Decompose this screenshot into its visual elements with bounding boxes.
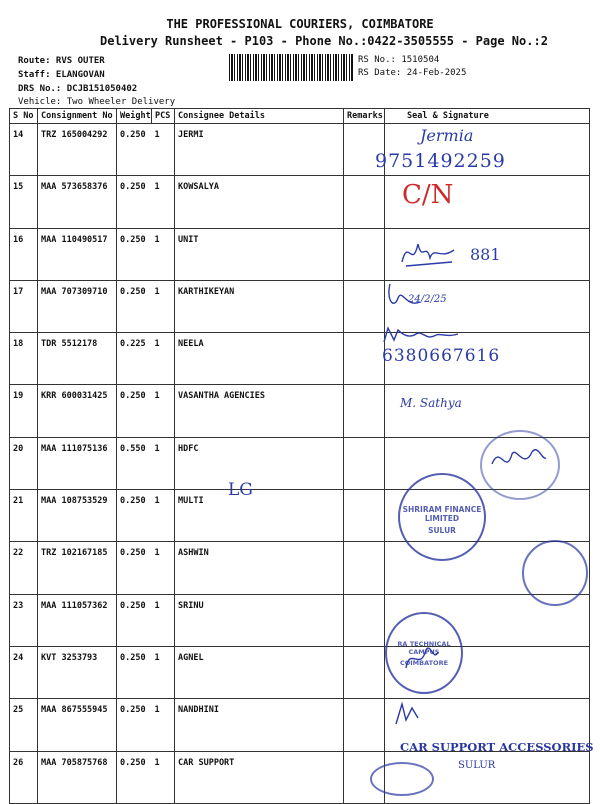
cell-consignee: KARTHIKEYAN: [175, 280, 344, 332]
cell-remarks: [344, 385, 385, 437]
col-header-pcs: PCS: [152, 109, 175, 124]
cell-consignee: NANDHINI: [175, 699, 344, 751]
shriram-stamp-text: SHRIRAM FINANCE LIMITED: [402, 505, 482, 523]
cell-pcs: 1: [152, 124, 175, 176]
cell-consignment: TDR 5512178: [38, 333, 117, 385]
company-title: THE PROFESSIONAL COURIERS, COIMBATORE: [166, 17, 434, 31]
technical-campus-stamp: [385, 612, 463, 694]
barcode: [229, 54, 353, 81]
technical-stamp-text: RA TECHNICAL CAMPUS: [397, 640, 451, 656]
handwritten-phone-row18: 6380667616: [382, 346, 501, 366]
col-header-consignment: Consignment No: [38, 109, 117, 124]
signature-row25: [392, 700, 422, 728]
cell-weight: 0.250: [117, 490, 152, 542]
cell-consignee: SRINU: [175, 594, 344, 646]
cell-consignee: KOWSALYA: [175, 176, 344, 228]
table-header-row: [10, 109, 590, 124]
cell-consignee: ASHWIN: [175, 542, 344, 594]
cell-pcs: 1: [152, 646, 175, 698]
rs-number: RS No.: 1510504: [358, 55, 440, 65]
cell-remarks: [344, 333, 385, 385]
cell-remarks: [344, 699, 385, 751]
cell-weight: 0.250: [117, 751, 152, 803]
cell-consignee: JERMI: [175, 124, 344, 176]
table-row: [10, 176, 590, 228]
cell-remarks: [344, 542, 385, 594]
col-header-sno: S No: [10, 109, 38, 124]
cell-weight: 0.250: [117, 228, 152, 280]
cell-remarks: [344, 437, 385, 489]
cell-pcs: 1: [152, 176, 175, 228]
cell-pcs: 1: [152, 490, 175, 542]
table-row: [10, 646, 590, 698]
car-support-stamp-city: SULUR: [458, 760, 496, 771]
cell-consignment: MAA 111057362: [38, 594, 117, 646]
drs-number: DRS No.: DCJB151050402: [18, 84, 138, 94]
cell-remarks: [344, 280, 385, 332]
cell-pcs: 1: [152, 594, 175, 646]
route-label: Route: RVS OUTER: [18, 56, 105, 66]
col-header-remarks: Remarks: [344, 109, 385, 124]
vehicle-label: Vehicle: Two Wheeler Delivery: [18, 97, 176, 107]
technical-stamp-city: COIMBATORE: [399, 659, 449, 667]
cell-pcs: 1: [152, 385, 175, 437]
handwritten-phone-row14: 9751492259: [375, 150, 506, 172]
round-stamp-row26: [370, 762, 434, 796]
cell-sno: 17: [10, 280, 38, 332]
round-stamp-row20: [480, 430, 560, 500]
cell-sno: 14: [10, 124, 38, 176]
cell-consignee: CAR SUPPORT: [175, 751, 344, 803]
cell-sno: 23: [10, 594, 38, 646]
signature-row16: [398, 232, 458, 272]
cell-remarks: [344, 646, 385, 698]
cell-consignment: TRZ 102167185: [38, 542, 117, 594]
handwritten-name-row19: M. Sathya: [400, 396, 462, 410]
cell-sno: 15: [10, 176, 38, 228]
cell-weight: 0.250: [117, 124, 152, 176]
handwritten-note-row21: LG: [228, 480, 253, 500]
car-support-stamp-name: CAR SUPPORT ACCESSORIES: [400, 740, 594, 754]
cell-sno: 21: [10, 490, 38, 542]
cell-weight: 0.250: [117, 542, 152, 594]
cell-sno: 19: [10, 385, 38, 437]
signature-row18: [382, 326, 462, 346]
table-row: [10, 280, 590, 332]
cell-consignee: AGNEL: [175, 646, 344, 698]
handwritten-number-row16: 881: [470, 245, 501, 264]
table-row: [10, 333, 590, 385]
cell-pcs: 1: [152, 542, 175, 594]
table-row: [10, 751, 590, 803]
col-header-weight: Weight: [117, 109, 152, 124]
handwritten-cn-mark: C/N: [402, 180, 454, 210]
cell-consignee: VASANTHA AGENCIES: [175, 385, 344, 437]
cell-remarks: [344, 228, 385, 280]
cell-consignee: HDFC: [175, 437, 344, 489]
cell-sno: 16: [10, 228, 38, 280]
cell-consignment: MAA 573658376: [38, 176, 117, 228]
cell-pcs: 1: [152, 228, 175, 280]
handwritten-date-row17: 24/2/25: [408, 294, 447, 305]
staff-label: Staff: ELANGOVAN: [18, 70, 105, 80]
cell-pcs: 1: [152, 280, 175, 332]
cell-weight: 0.225: [117, 333, 152, 385]
table-row: [10, 385, 590, 437]
cell-weight: 0.250: [117, 280, 152, 332]
cell-sno: 22: [10, 542, 38, 594]
cell-consignment: MAA 705875768: [38, 751, 117, 803]
cell-consignment: TRZ 165004292: [38, 124, 117, 176]
col-header-consignee: Consignee Details: [175, 109, 344, 124]
cell-sno: 18: [10, 333, 38, 385]
table-row: [10, 594, 590, 646]
cell-weight: 0.250: [117, 385, 152, 437]
col-header-seal: Seal & Signature: [385, 109, 590, 124]
cell-consignment: MAA 111075136: [38, 437, 117, 489]
table-row: [10, 542, 590, 594]
cell-consignee: UNIT: [175, 228, 344, 280]
cell-consignment: KRR 600031425: [38, 385, 117, 437]
cell-weight: 0.250: [117, 646, 152, 698]
table-row: [10, 228, 590, 280]
cell-consignment: MAA 110490517: [38, 228, 117, 280]
cell-weight: 0.250: [117, 594, 152, 646]
cell-pcs: 1: [152, 333, 175, 385]
cell-remarks: [344, 490, 385, 542]
shriram-finance-stamp: [398, 473, 486, 561]
handwritten-name-row14: Jermia: [420, 126, 474, 145]
table-row: [10, 490, 590, 542]
cell-pcs: 1: [152, 751, 175, 803]
cell-weight: 0.550: [117, 437, 152, 489]
cell-sno: 24: [10, 646, 38, 698]
runsheet-subtitle: Delivery Runsheet - P103 - Phone No.:0422-3505555 - Page No.:2: [100, 34, 548, 48]
cell-consignment: MAA 108753529: [38, 490, 117, 542]
rs-date: RS Date: 24-Feb-2025: [358, 68, 467, 78]
cell-sno: 25: [10, 699, 38, 751]
cell-sno: 20: [10, 437, 38, 489]
cell-sno: 26: [10, 751, 38, 803]
cell-remarks: [344, 176, 385, 228]
cell-weight: 0.250: [117, 176, 152, 228]
shriram-stamp-city: SULUR: [428, 526, 456, 535]
cell-pcs: 1: [152, 437, 175, 489]
cell-consignment: MAA 707309710: [38, 280, 117, 332]
cell-remarks: [344, 594, 385, 646]
cell-pcs: 1: [152, 699, 175, 751]
round-stamp-row23: [522, 540, 588, 606]
cell-consignee: MULTI: [175, 490, 344, 542]
cell-signature: [385, 385, 590, 437]
cell-weight: 0.250: [117, 699, 152, 751]
cell-consignment: MAA 867555945: [38, 699, 117, 751]
cell-consignment: KVT 3253793: [38, 646, 117, 698]
cell-consignee: NEELA: [175, 333, 344, 385]
